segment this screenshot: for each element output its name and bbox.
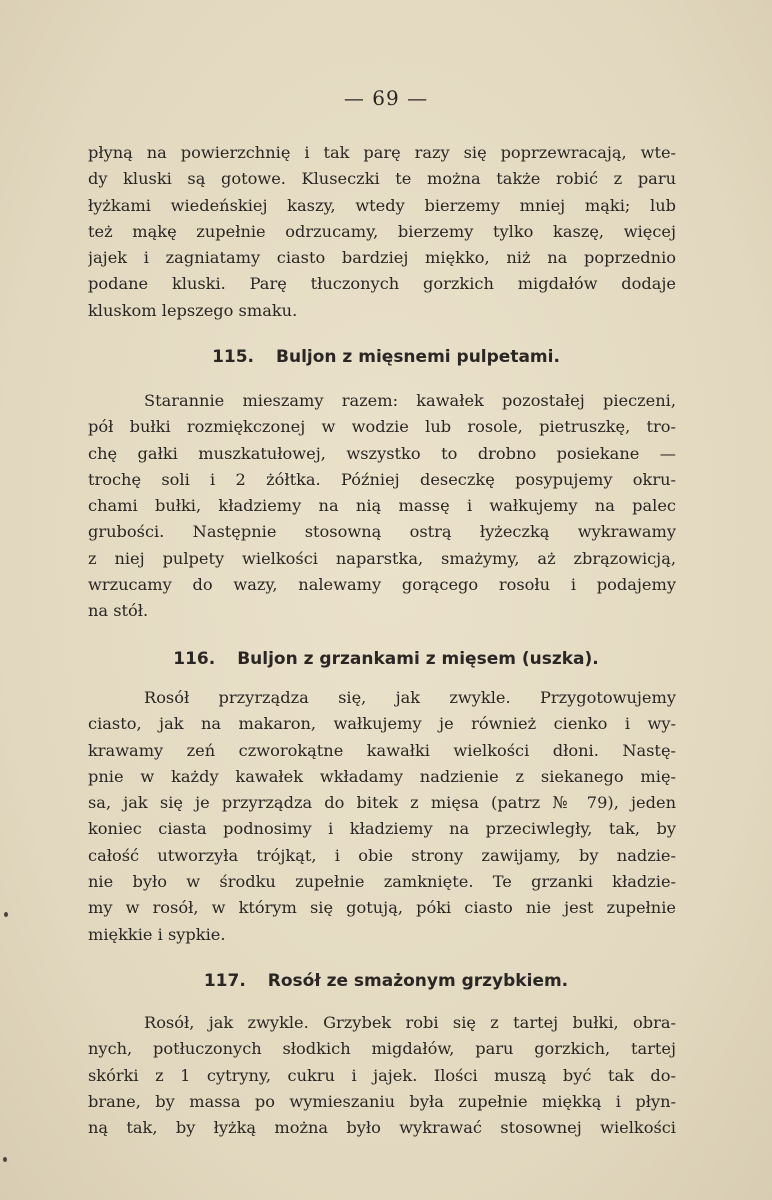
text-line: nych, potłuczonych słodkich migdałów, paru gorzkich, tartej xyxy=(88,1039,676,1059)
text-line: trochę soli i 2 żółtka. Później deseczkę posypujemy okru- xyxy=(88,469,676,489)
recipe-body-115 xyxy=(88,388,676,625)
text-line: dy kluski są gotowe. Kluseczki te można także robić z paru xyxy=(88,169,676,189)
text-line: Starannie mieszamy razem: kawałek pozostałej pieczeni, xyxy=(144,391,676,410)
margin-speck xyxy=(3,1157,7,1162)
recipe-heading-116 xyxy=(0,649,772,669)
text-line: całość utworzyła trójkąt, i obie strony zawijamy, by nadzie- xyxy=(88,845,676,865)
text-line: jajek i zagniatamy ciasto bardziej miękko, niż na poprzednio xyxy=(88,248,676,268)
intro-paragraph xyxy=(88,140,676,324)
text-line: na stół. xyxy=(88,601,149,621)
text-line: skórki z 1 cytryny, cukru i jajek. Ilości muszą być tak do- xyxy=(88,1065,676,1085)
text-line: Rosół przyrządza się, jak zwykle. Przygotowujemy xyxy=(144,688,676,707)
text-line: ciasto, jak na makaron, wałkujemy je również cienko i wy- xyxy=(88,714,676,734)
recipe-title: Buljon z grzankami z mięsem (uszka). xyxy=(237,649,599,669)
text-line: pół bułki rozmiękczonej w wodzie lub rosole, pietruszkę, tro- xyxy=(88,417,676,437)
text-line: sa, jak się je przyrządza do bitek z mięsa (patrz № 79), jeden xyxy=(88,793,676,813)
text-line: z niej pulpety wielkości naparstka, smażymy, aż zbrązowicją, xyxy=(88,548,676,568)
text-line: podane kluski. Parę tłuczonych gorzkich migdałów dodaje xyxy=(88,274,676,294)
page-number: — 69 — xyxy=(343,86,429,110)
text-line: kluskom lepszego smaku. xyxy=(88,300,298,320)
text-line: chę gałki muszkatułowej, wszystko to drobno posiekane — xyxy=(88,443,676,463)
text-line: Rosół, jak zwykle. Grzybek robi się z tartej bułki, obra- xyxy=(144,1013,676,1032)
text-line: płyną na powierzchnię i tak parę razy się poprzewracają, wte- xyxy=(88,143,676,162)
text-line: wrzucamy do wazy, nalewamy gorącego rosołu i podajemy xyxy=(88,575,676,595)
text-line: łyżkami wiedeńskiej kaszy, wtedy bierzemy mniej mąki; lub xyxy=(88,195,676,215)
recipe-heading-117 xyxy=(0,971,772,991)
text-line: pnie w każdy kawałek wkładamy nadzienie z siekanego mię- xyxy=(88,766,676,786)
text-line: miękkie i sypkie. xyxy=(88,924,226,944)
text-line: chami bułki, kładziemy na nią massę i wałkujemy na palec xyxy=(88,496,676,516)
recipe-number: 115. xyxy=(212,347,255,367)
text-line: my w rosół, w którym się gotują, póki ciasto nie jest zupełnie xyxy=(88,898,676,918)
recipe-body-117 xyxy=(88,1010,676,1141)
text-line: grubości. Następnie stosowną ostrą łyżeczką wykrawamy xyxy=(88,522,676,542)
text-line: koniec ciasta podnosimy i kładziemy na przeciwległy, tak, by xyxy=(88,819,676,839)
text-line: nie było w środku zupełnie zamknięte. Te grzanki kładzie- xyxy=(88,872,676,892)
recipe-number: 116. xyxy=(173,649,216,669)
recipe-title: Buljon z mięsnemi pulpetami. xyxy=(276,347,560,367)
recipe-heading-115 xyxy=(0,347,772,367)
text-line: krawamy zeń czworokątne kawałki wielkości dłoni. Nastę- xyxy=(88,740,676,760)
recipe-title: Rosół ze smażonym grzybkiem. xyxy=(267,971,569,991)
text-line: ną tak, by łyżką można było wykrawać stosownej wielkości xyxy=(88,1118,676,1138)
text-line: brane, by massa po wymieszaniu była zupełnie miękką i płyn- xyxy=(88,1091,676,1111)
margin-speck xyxy=(4,912,8,917)
recipe-number: 117. xyxy=(203,971,246,991)
recipe-body-116 xyxy=(88,685,676,948)
text-line: też mąkę zupełnie odrzucamy, bierzemy tylko kaszę, więcej xyxy=(88,221,676,241)
